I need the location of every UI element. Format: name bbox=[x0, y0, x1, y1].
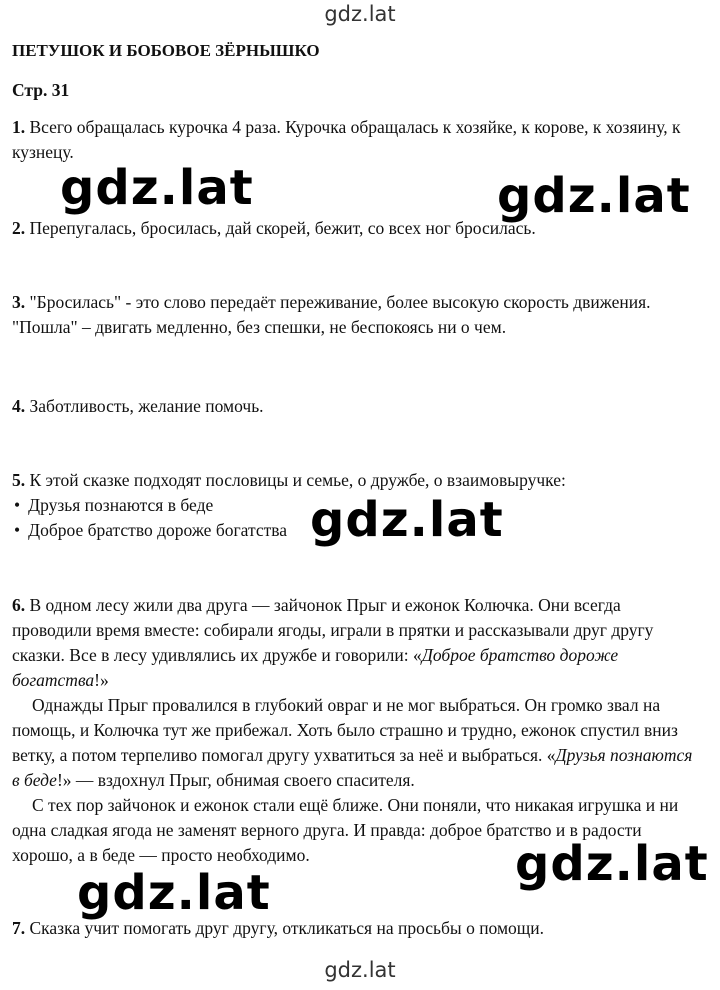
story-paragraph-3: С тех пор зайчонок и ежонок стали ещё ближе. Они поняли, что никакая игрушка и ни одна сладкая ягода не заменят верного друга. И правда: доброе братство и в радости хорошо, а в беде — просто необходимо. bbox=[12, 795, 679, 865]
answer-number: 7. bbox=[12, 918, 26, 938]
proverb-quote: Доброе братство дороже богатства bbox=[12, 645, 619, 690]
answer-number: 4. bbox=[12, 396, 26, 416]
answer-number: 1. bbox=[12, 117, 26, 137]
answer-text: Всего обращалась курочка 4 раза. Курочка обращалась к хозяйке, к корове, к хозяину, к кузнецу. bbox=[12, 117, 681, 162]
watermark-top: gdz.lat bbox=[324, 2, 396, 26]
watermark-large: gdz.lat bbox=[310, 492, 504, 548]
page-number: Стр. 31 bbox=[12, 80, 70, 100]
watermark-large: gdz.lat bbox=[515, 836, 709, 892]
answer-1 bbox=[12, 115, 702, 165]
page-title: ПЕТУШОК И БОБОВОЕ ЗЁРНЫШКО bbox=[12, 41, 320, 60]
watermark-large: gdz.lat bbox=[77, 865, 271, 921]
answer-text: Сказка учит помогать друг другу, откликаться на просьбы о помощи. bbox=[29, 918, 545, 938]
watermark-bottom: gdz.lat bbox=[324, 958, 396, 982]
list-item: • Друзья познаются в беде bbox=[12, 493, 702, 518]
answer-text: Заботливость, желание помочь. bbox=[29, 396, 264, 416]
answer-text-line2: "Пошла" – двигать медленно, без спешки, не беспокоясь ни о чем. bbox=[12, 317, 507, 337]
story-paragraph-2: Однажды Прыг провалился в глубокий овраг и не мог выбраться. Он громко звал на помощь, и Колючка тут же прибежал. Хоть было страшно и трудно, ежонок спустил вниз ветку, а потом терпеливо помогал другу ухватиться за неё и выбраться. «Друзья познаются в беде!» — вздохнул Прыг, обнимая своего спасителя. bbox=[12, 695, 693, 790]
answer-4 bbox=[12, 394, 702, 419]
answer-6 bbox=[12, 593, 702, 868]
answer-number: 3. bbox=[12, 292, 26, 312]
list-item: • Доброе братство дороже богатства bbox=[12, 518, 702, 543]
watermark-large: gdz.lat bbox=[497, 168, 691, 224]
watermark-large: gdz.lat bbox=[60, 160, 254, 216]
answer-text: "Бросилась" - это слово передаёт переживание, более высокую скорость движения. bbox=[29, 292, 651, 312]
answer-text: К этой сказке подходят пословицы и семье, о дружбе, о взаимовыручке: bbox=[29, 470, 566, 490]
answer-number: 6. bbox=[12, 595, 26, 615]
answer-3 bbox=[12, 290, 702, 340]
story-paragraph-1: 6. В одном лесу жили два друга — зайчонок Прыг и ежонок Колючка. Они всегда проводили время вместе: собирали ягоды, играли в прятки и рассказывали друг другу сказки. Все в лесу удивлялись их дружбе и говорили: «Доброе братство дороже богатства!» bbox=[12, 595, 654, 690]
proverb-quote: Друзья познаются в беде bbox=[12, 745, 693, 790]
answer-number: 2. bbox=[12, 218, 26, 238]
answer-text: Перепугалась, бросилась, дай скорей, бежит, со всех ног бросилась. bbox=[29, 218, 536, 238]
answer-number: 5. bbox=[12, 470, 26, 490]
